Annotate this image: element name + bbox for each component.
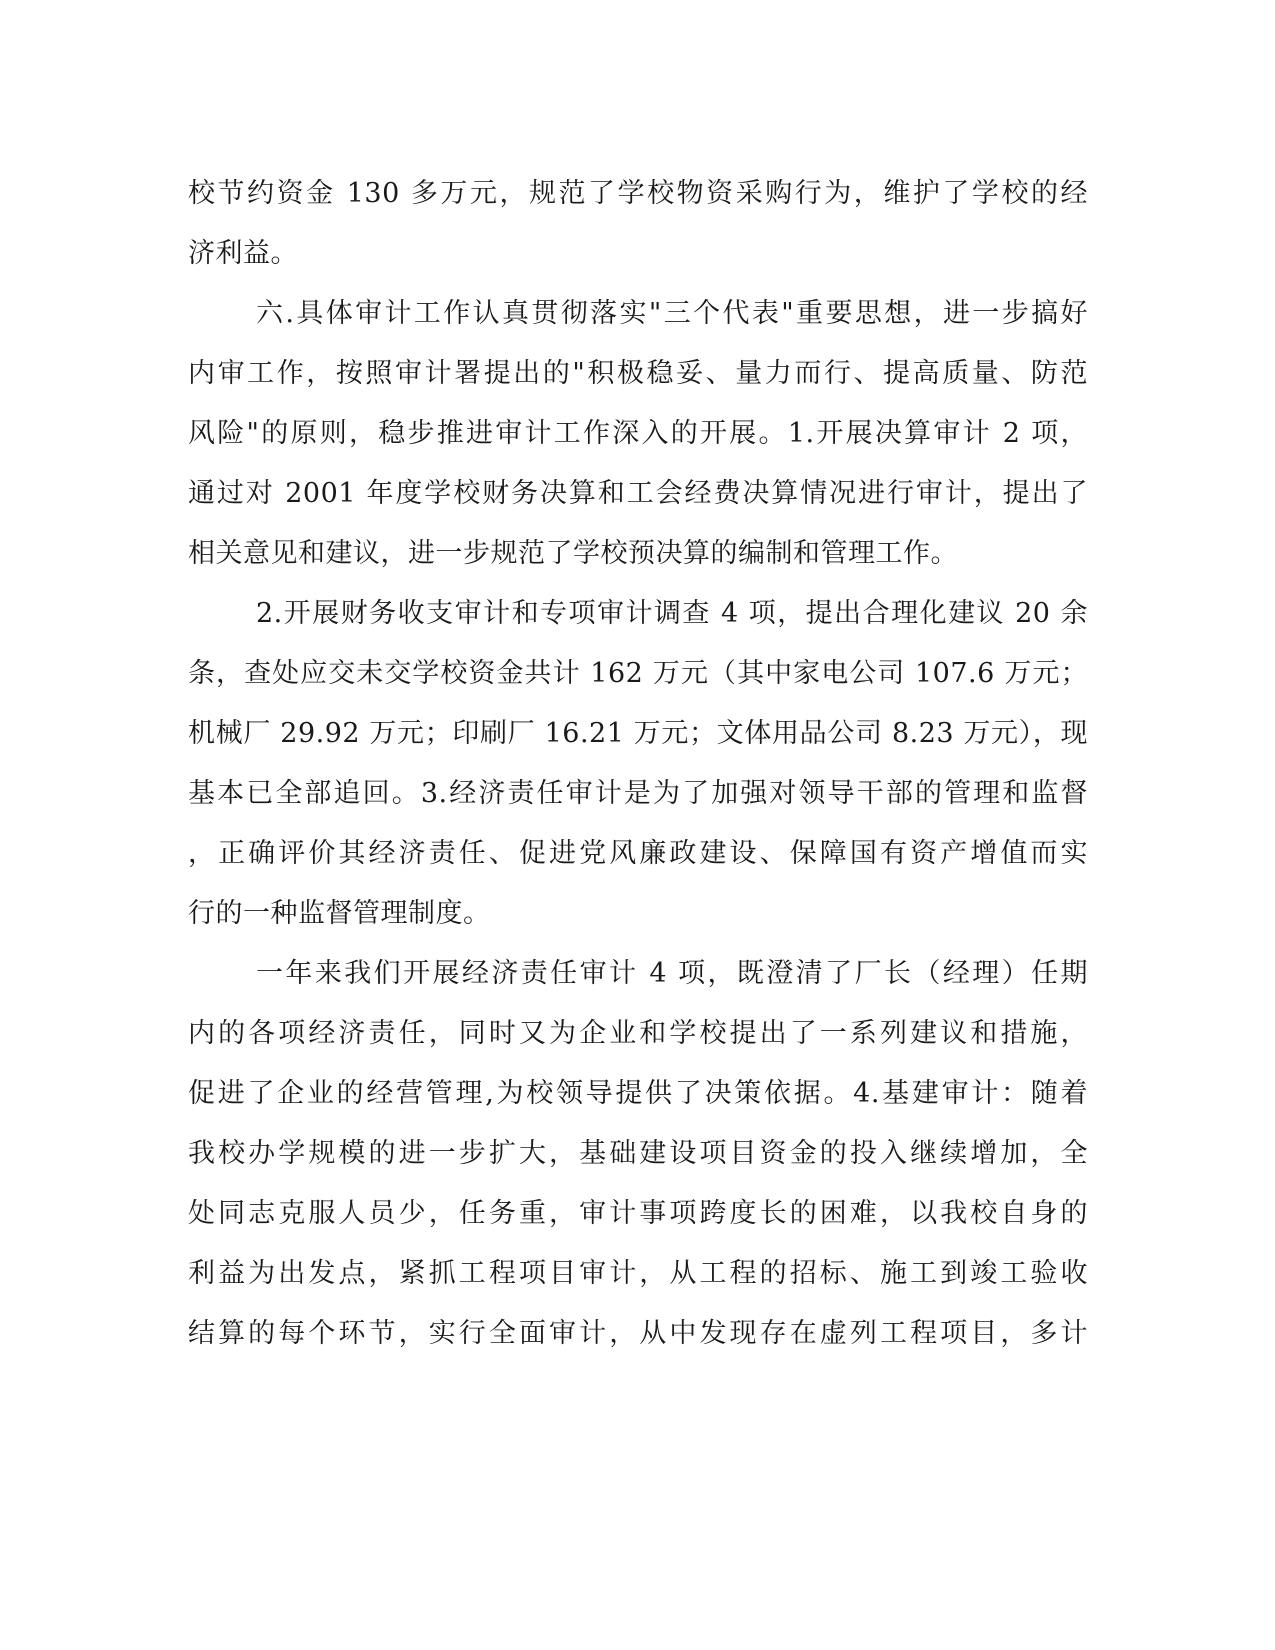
text-line: 一年来我们开展经济责任审计 4 项，既澄清了厂长（经理）任期 [256,958,1088,989]
body-text [188,164,1088,1364]
text-line: 处同志克服人员少，任务重，审计事项跨度长的困难，以我校自身的 [188,1198,1088,1229]
text-line: 校节约资金 130 多万元，规范了学校物资采购行为，维护了学校的经 [188,178,1088,209]
text-line: 促进了企业的经营管理,为校领导提供了决策依据。4.基建审计：随着 [188,1078,1088,1109]
text-line: 通过对 2001 年度学校财务决算和工会经费决算情况进行审计，提出了 [188,478,1088,509]
text-line: 风险"的原则，稳步推进审计工作深入的开展。1.开展决算审计 2 项， [188,418,1088,449]
text-line: 我校办学规模的进一步扩大，基础建设项目资金的投入继续增加，全 [188,1138,1088,1169]
text-line: 济利益。 [188,238,298,269]
text-line: 行的一种监督管理制度。 [188,898,491,929]
text-line: 结算的每个环节，实行全面审计，从中发现存在虚列工程项目，多计 [188,1318,1088,1349]
text-line: 条，查处应交未交学校资金共计 162 万元（其中家电公司 107.6 万元； [188,658,1088,689]
text-line: 六.具体审计工作认真贯彻落实"三个代表"重要思想，进一步搞好 [256,298,1088,329]
text-line: 2.开展财务收支审计和专项审计调查 4 项，提出合理化建议 20 余 [256,598,1088,629]
text-line: 内的各项经济责任，同时又为企业和学校提出了一系列建议和措施， [188,1018,1088,1049]
text-line: 利益为出发点，紧抓工程项目审计，从工程的招标、施工到竣工验收 [188,1258,1088,1289]
text-line: 内审工作，按照审计署提出的"积极稳妥、量力而行、提高质量、防范 [188,358,1088,389]
text-line: 相关意见和建议，进一步规范了学校预决算的编制和管理工作。 [188,538,958,569]
text-line: 机械厂 29.92 万元；印刷厂 16.21 万元；文体用品公司 8.23 万元），现 [188,718,1088,749]
text-line: 基本已全部追回。3.经济责任审计是为了加强对领导干部的管理和监督 [188,778,1088,809]
text-line: ，正确评价其经济责任、促进党风廉政建设、保障国有资产增值而实 [188,838,1088,869]
